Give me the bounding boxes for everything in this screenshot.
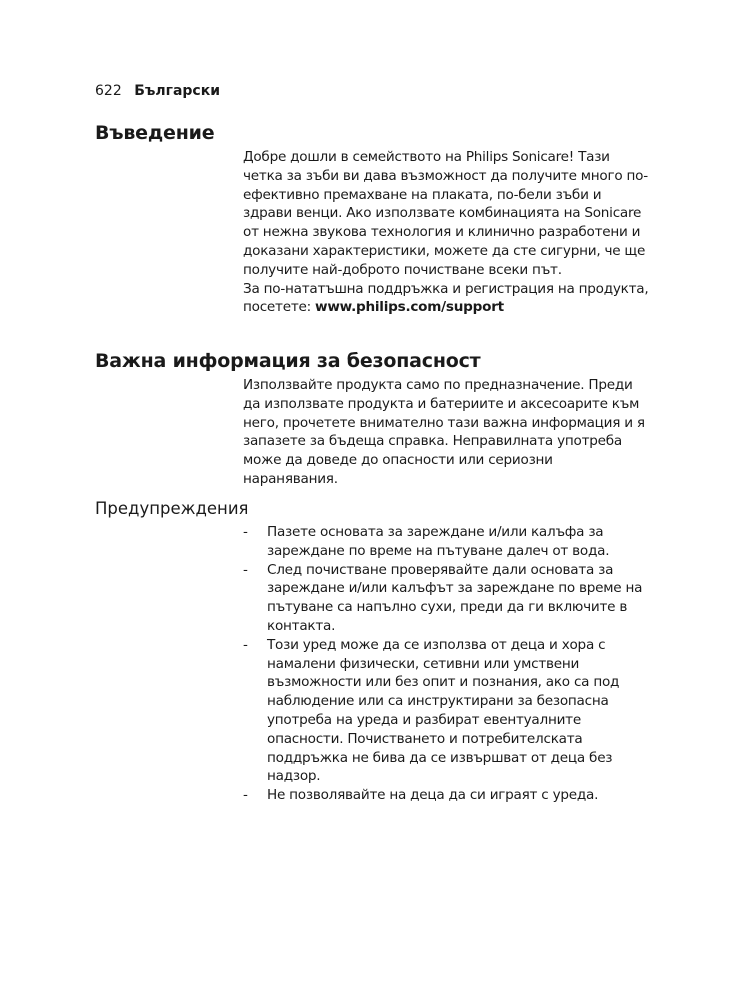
warning-text: Пазете основата за зареждане и/или калъфа за зареждане по време на пътуване далеч от вода. xyxy=(267,524,610,559)
bullet-dash: - xyxy=(243,636,248,653)
warning-text: След почистване проверявайте дали основата за зареждане и/или калъфът за зареждане по време на пътуване са напълно сухи, преди да ги включите в контакта. xyxy=(267,561,643,634)
section-name: Български xyxy=(134,83,221,99)
support-text: За по-нататъшна поддръжка и регистрация на продукта, посетете: xyxy=(243,280,649,316)
warnings-list xyxy=(243,523,651,805)
warning-item xyxy=(243,561,651,636)
support-paragraph xyxy=(243,280,651,318)
intro-heading: Въведение xyxy=(95,122,215,144)
page-number: 622 xyxy=(95,83,122,99)
bullet-dash: - xyxy=(243,787,248,804)
safety-heading: Важна информация за безопасност xyxy=(95,350,481,372)
bullet-dash: - xyxy=(243,524,248,540)
page-header xyxy=(95,82,220,100)
warning-text: Този уред може да се използва от деца и хора с намалени физически, сетивни или умствени възможности или без опит и познания, ако са под наблюдение или са инструктирани за безопасна употреба на уреда и разбират евентуалните опасности. Почистването и потребителската поддръжка не бива да се извършват от деца без надзор. xyxy=(267,636,620,785)
support-url-link[interactable]: www.philips.com/support xyxy=(315,299,504,316)
warning-item xyxy=(243,786,651,805)
intro-paragraph: Добре дошли в семейството на Philips Sonicare! Тази четка за зъби ви дава възможност да получите много по-ефективно премахване на плаката, по-бели зъби и здрави венци. Ако използвате комбинацията на Sonicare от нежна звукова технология и клинично разработени и доказани характеристики, можете да сте сигурни, че ще получите най-доброто почистване всеки път. xyxy=(243,149,648,278)
intro-body xyxy=(243,148,651,317)
warnings-heading: Предупреждения xyxy=(95,499,249,518)
safety-body xyxy=(243,376,651,489)
bullet-dash: - xyxy=(243,561,248,578)
warning-item xyxy=(243,523,651,561)
warning-text: Не позволявайте на деца да си играят с уреда. xyxy=(267,787,599,804)
warning-item xyxy=(243,636,651,786)
warnings-body xyxy=(243,523,651,805)
safety-paragraph: Използвайте продукта само по предназначение. Преди да използвате продукта и батериите и аксесоарите към него, прочетете внимателно тази важна информация и я запазете за бъдеща справка. Неправилната употреба може да доведе до опасности или сериозни наранявания. xyxy=(243,377,645,487)
